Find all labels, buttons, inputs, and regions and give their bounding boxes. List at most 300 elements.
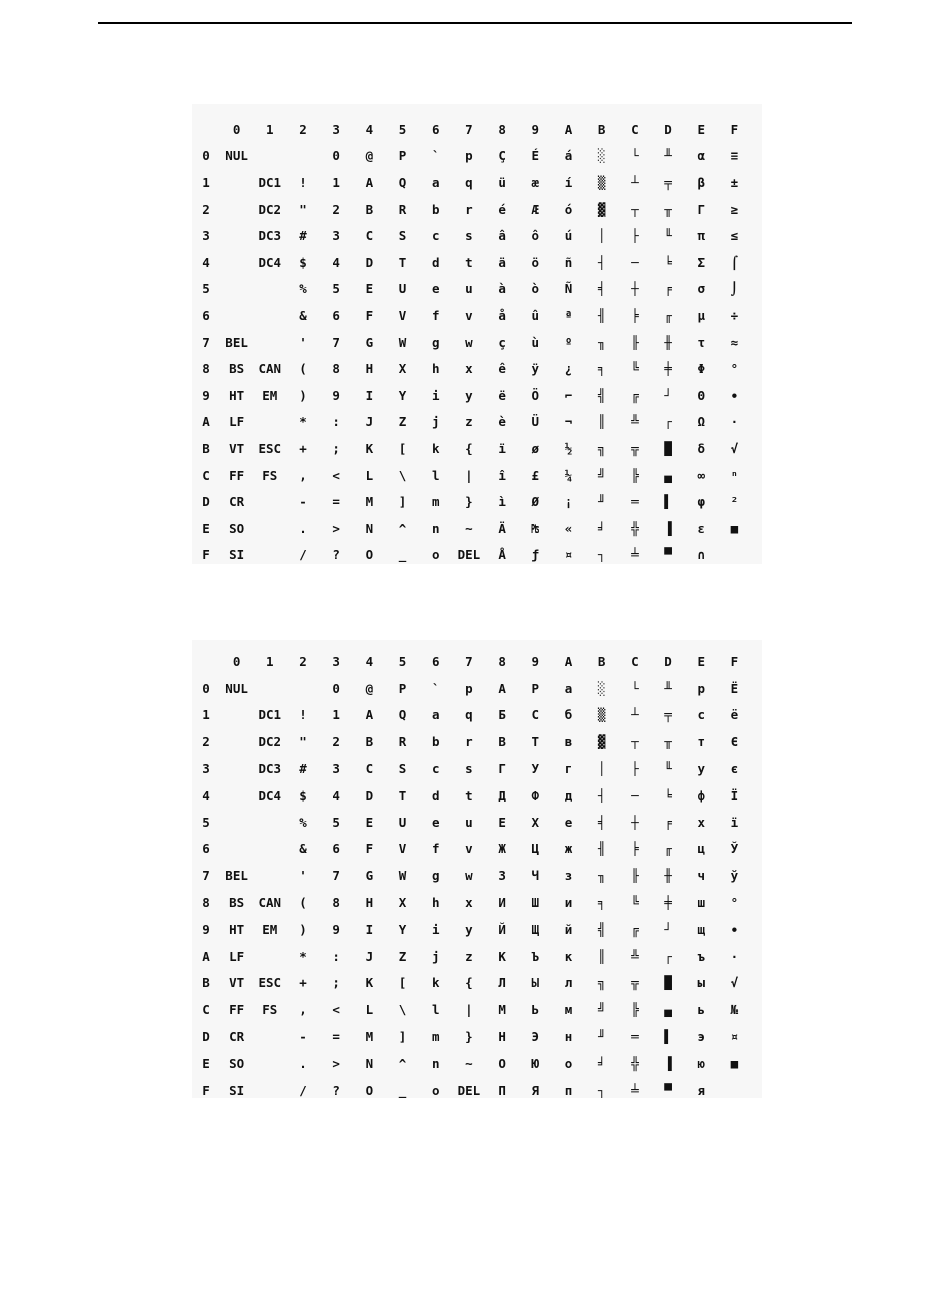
char-cell: ╠ bbox=[631, 1002, 639, 1018]
char-cell: x bbox=[465, 895, 473, 911]
column-header: 6 bbox=[431, 121, 440, 137]
char-cell: V bbox=[398, 307, 407, 323]
char-cell: L bbox=[365, 1002, 374, 1018]
char-cell: ╛ bbox=[597, 520, 606, 536]
char-cell: δ bbox=[697, 440, 705, 456]
char-cell: / bbox=[299, 547, 307, 563]
char-cell: d bbox=[431, 787, 440, 803]
char-cell: r bbox=[465, 201, 473, 217]
char-cell: 2 bbox=[332, 201, 340, 217]
char-cell: ╚ bbox=[631, 361, 639, 377]
table-row bbox=[192, 782, 751, 809]
row-header: D bbox=[202, 1029, 210, 1045]
char-cell: ╟ bbox=[631, 868, 639, 884]
table-row bbox=[192, 409, 751, 436]
column-header: 9 bbox=[531, 653, 540, 669]
row-header: 6 bbox=[202, 841, 210, 857]
char-cell: " bbox=[299, 734, 307, 750]
char-cell: ў bbox=[730, 868, 739, 884]
char-cell: DEL bbox=[457, 1082, 481, 1098]
table-row bbox=[192, 916, 751, 943]
char-cell: NUL bbox=[225, 680, 248, 696]
char-cell: л bbox=[564, 975, 573, 991]
char-cell: ° bbox=[730, 895, 739, 911]
column-header: B bbox=[597, 653, 606, 669]
column-header: F bbox=[730, 653, 739, 669]
column-header: E bbox=[697, 653, 705, 669]
char-cell bbox=[253, 276, 286, 303]
char-cell: + bbox=[299, 440, 307, 456]
char-cell: п bbox=[564, 1082, 573, 1098]
char-cell: l bbox=[431, 467, 440, 483]
char-cell: > bbox=[332, 520, 340, 536]
char-cell: к bbox=[564, 948, 573, 964]
table-row bbox=[192, 542, 751, 569]
char-cell: г bbox=[564, 761, 573, 777]
char-cell: £ bbox=[531, 467, 540, 483]
row-header: A bbox=[202, 414, 210, 430]
char-cell: ╦ bbox=[631, 440, 639, 456]
char-cell: è bbox=[498, 414, 506, 430]
column-header: 1 bbox=[266, 121, 274, 137]
char-cell: G bbox=[365, 334, 374, 350]
table-row bbox=[192, 249, 751, 276]
char-cell: ф bbox=[697, 787, 705, 803]
char-cell: DC1 bbox=[258, 707, 282, 723]
char-cell: 1 bbox=[332, 707, 340, 723]
char-cell: М bbox=[498, 1002, 506, 1018]
char-cell: м bbox=[564, 1002, 573, 1018]
row-header: B bbox=[202, 440, 210, 456]
char-cell: b bbox=[431, 201, 440, 217]
char-cell: Q bbox=[398, 707, 407, 723]
char-cell: ) bbox=[299, 387, 307, 403]
char-cell: Γ bbox=[697, 201, 705, 217]
char-cell: Х bbox=[531, 814, 540, 830]
column-header: 3 bbox=[332, 121, 340, 137]
char-cell: í bbox=[564, 174, 573, 190]
char-cell: ^ bbox=[398, 520, 407, 536]
char-cell: ▌ bbox=[664, 494, 672, 510]
table-row bbox=[192, 196, 751, 223]
char-cell: a bbox=[431, 707, 440, 723]
char-cell: Ω bbox=[697, 414, 705, 430]
row-header: 2 bbox=[202, 201, 210, 217]
char-cell: Y bbox=[398, 387, 407, 403]
char-cell: ç bbox=[498, 334, 506, 350]
char-cell: τ bbox=[697, 334, 705, 350]
char-cell: є bbox=[730, 761, 739, 777]
table-row bbox=[192, 675, 751, 702]
char-cell: ε bbox=[697, 520, 705, 536]
char-cell: D bbox=[365, 787, 374, 803]
char-cell: n bbox=[431, 520, 440, 536]
char-cell: " bbox=[299, 201, 307, 217]
table-row bbox=[192, 1050, 751, 1077]
table-row bbox=[192, 222, 751, 249]
char-cell: Є bbox=[730, 734, 739, 750]
char-cell: ∞ bbox=[697, 467, 705, 483]
char-cell: В bbox=[498, 734, 506, 750]
char-cell: æ bbox=[531, 174, 540, 190]
char-cell bbox=[220, 196, 253, 223]
char-cell bbox=[253, 675, 286, 702]
char-cell: Ñ bbox=[564, 281, 573, 297]
char-cell: ~ bbox=[465, 1055, 473, 1071]
column-header: 8 bbox=[498, 121, 506, 137]
char-cell: 5 bbox=[332, 281, 340, 297]
char-cell bbox=[253, 302, 286, 329]
char-cell: 7 bbox=[332, 868, 340, 884]
char-cell: { bbox=[465, 975, 473, 991]
char-cell: ю bbox=[697, 1055, 705, 1071]
column-header: 6 bbox=[431, 653, 440, 669]
char-cell: ▒ bbox=[597, 707, 606, 723]
char-cell bbox=[253, 809, 286, 836]
char-cell: 3 bbox=[332, 761, 340, 777]
char-cell: U bbox=[398, 814, 407, 830]
char-cell: É bbox=[531, 148, 540, 164]
char-cell: $ bbox=[299, 787, 307, 803]
char-cell: █ bbox=[664, 440, 672, 456]
char-cell: ╜ bbox=[597, 494, 606, 510]
char-cell: c bbox=[431, 228, 440, 244]
char-cell: ╪ bbox=[664, 361, 672, 377]
char-cell: A bbox=[365, 707, 374, 723]
char-cell: ÷ bbox=[730, 307, 739, 323]
char-cell bbox=[220, 249, 253, 276]
table-row bbox=[192, 1023, 751, 1050]
char-cell: O bbox=[365, 547, 374, 563]
char-cell: * bbox=[299, 948, 307, 964]
char-cell: 4 bbox=[332, 787, 340, 803]
char-cell: ╜ bbox=[597, 1029, 606, 1045]
char-cell: u bbox=[465, 814, 473, 830]
char-cell: K bbox=[365, 975, 374, 991]
char-cell: ├ bbox=[631, 228, 639, 244]
char-cell: ╩ bbox=[631, 414, 639, 430]
char-cell: VT bbox=[229, 440, 245, 456]
char-cell: П bbox=[498, 1082, 506, 1098]
corner-cell bbox=[192, 116, 220, 143]
char-cell: 0 bbox=[332, 148, 340, 164]
char-cell: DEL bbox=[457, 547, 481, 563]
char-cell: ┐ bbox=[597, 1082, 606, 1098]
char-cell: Н bbox=[498, 1029, 506, 1045]
char-cell: ╥ bbox=[664, 201, 672, 217]
column-header: 4 bbox=[365, 653, 374, 669]
char-cell: Щ bbox=[531, 921, 540, 937]
char-cell bbox=[286, 143, 319, 170]
char-cell: π bbox=[697, 228, 705, 244]
char-cell: W bbox=[398, 334, 407, 350]
char-cell: ` bbox=[431, 148, 440, 164]
char-cell bbox=[253, 515, 286, 542]
char-cell: DC4 bbox=[258, 254, 282, 270]
char-cell: ╩ bbox=[631, 948, 639, 964]
table-row bbox=[192, 862, 751, 889]
row-header: 8 bbox=[202, 895, 210, 911]
char-cell: { bbox=[465, 440, 473, 456]
char-cell: q bbox=[465, 174, 473, 190]
char-cell: - bbox=[299, 494, 307, 510]
char-cell: B bbox=[365, 201, 374, 217]
char-cell: F bbox=[365, 841, 374, 857]
column-header: 3 bbox=[332, 653, 340, 669]
char-cell: ! bbox=[299, 707, 307, 723]
char-cell: o bbox=[431, 547, 440, 563]
char-cell: h bbox=[431, 361, 440, 377]
char-cell: CAN bbox=[258, 895, 282, 911]
char-cell: я bbox=[697, 1082, 705, 1098]
char-cell: Ä bbox=[498, 520, 506, 536]
char-cell: â bbox=[498, 228, 506, 244]
column-header: 0 bbox=[232, 121, 241, 137]
char-cell: ? bbox=[332, 1082, 340, 1098]
char-cell: ╗ bbox=[597, 440, 606, 456]
table-row bbox=[192, 809, 751, 836]
char-cell: Э bbox=[531, 1029, 540, 1045]
char-cell: ╟ bbox=[631, 334, 639, 350]
char-cell: VT bbox=[229, 975, 245, 991]
char-cell: ] bbox=[398, 494, 407, 510]
char-cell: . bbox=[299, 1055, 307, 1071]
char-cell: φ bbox=[697, 494, 705, 510]
char-cell: BEL bbox=[225, 334, 248, 350]
char-cell: µ bbox=[697, 307, 705, 323]
char-cell: $ bbox=[299, 254, 307, 270]
char-cell: у bbox=[697, 761, 705, 777]
char-cell: Ø bbox=[531, 494, 540, 510]
char-cell: ц bbox=[697, 841, 705, 857]
char-cell: │ bbox=[597, 228, 606, 244]
char-cell: f bbox=[431, 307, 440, 323]
char-cell: 9 bbox=[332, 921, 340, 937]
char-cell: : bbox=[332, 948, 340, 964]
char-cell: ─ bbox=[631, 787, 639, 803]
char-cell: DC3 bbox=[258, 228, 282, 244]
char-cell: ╓ bbox=[664, 307, 672, 323]
row-header: 4 bbox=[202, 254, 210, 270]
char-cell: ┤ bbox=[597, 787, 606, 803]
row-header: 7 bbox=[202, 334, 210, 350]
char-cell: á bbox=[564, 148, 573, 164]
char-cell: Z bbox=[398, 414, 407, 430]
char-cell: v bbox=[465, 307, 473, 323]
char-cell: EM bbox=[262, 387, 278, 403]
char-cell: ú bbox=[564, 228, 573, 244]
char-cell: ò bbox=[531, 281, 540, 297]
char-cell: [ bbox=[398, 440, 407, 456]
char-cell: X bbox=[398, 361, 407, 377]
char-cell: ╘ bbox=[664, 254, 672, 270]
char-cell: } bbox=[465, 1029, 473, 1045]
char-cell bbox=[253, 1023, 286, 1050]
char-cell: s bbox=[465, 228, 473, 244]
char-cell: CAN bbox=[258, 361, 282, 377]
table-row bbox=[192, 970, 751, 997]
char-cell: ═ bbox=[631, 494, 639, 510]
table-row bbox=[192, 329, 751, 356]
table-row bbox=[192, 728, 751, 755]
char-cell: x bbox=[465, 361, 473, 377]
char-cell: э bbox=[697, 1029, 705, 1045]
char-cell: v bbox=[465, 841, 473, 857]
table-row bbox=[192, 943, 751, 970]
char-cell: ï bbox=[498, 440, 506, 456]
char-cell: Σ bbox=[697, 254, 705, 270]
char-cell: LF bbox=[229, 948, 245, 964]
char-cell: ┴ bbox=[631, 707, 639, 723]
char-cell: ▀ bbox=[664, 547, 672, 563]
char-cell: ╣ bbox=[597, 387, 606, 403]
char-cell: ╧ bbox=[631, 547, 639, 563]
char-cell: \ bbox=[398, 467, 407, 483]
corner-cell bbox=[192, 648, 220, 675]
char-cell: ¤ bbox=[564, 547, 573, 563]
char-cell: F bbox=[365, 307, 374, 323]
char-cell: ▄ bbox=[664, 467, 672, 483]
column-header: 9 bbox=[531, 121, 540, 137]
char-cell: ESC bbox=[258, 975, 282, 991]
char-cell: O bbox=[365, 1082, 374, 1098]
char-cell: < bbox=[332, 467, 340, 483]
char-cell: Б bbox=[498, 707, 506, 723]
char-cell: é bbox=[498, 201, 506, 217]
column-header: 0 bbox=[232, 653, 241, 669]
char-cell: Ы bbox=[531, 975, 540, 991]
char-cell bbox=[253, 409, 286, 436]
char-cell bbox=[253, 1077, 286, 1104]
char-cell: ∙ bbox=[730, 387, 739, 403]
column-header: 4 bbox=[365, 121, 374, 137]
char-cell: ╘ bbox=[664, 787, 672, 803]
char-cell: ~ bbox=[465, 520, 473, 536]
char-cell: ± bbox=[730, 174, 739, 190]
char-cell: % bbox=[299, 814, 307, 830]
column-header: 5 bbox=[398, 653, 407, 669]
char-cell: & bbox=[299, 307, 307, 323]
row-header: 9 bbox=[202, 921, 210, 937]
char-cell: # bbox=[299, 761, 307, 777]
char-cell: I bbox=[365, 921, 374, 937]
char-cell: DC1 bbox=[258, 174, 282, 190]
char-cell: └ bbox=[631, 680, 639, 696]
char-cell: б bbox=[564, 707, 573, 723]
char-cell: σ bbox=[697, 281, 705, 297]
char-cell: N bbox=[365, 1055, 374, 1071]
char-cell bbox=[220, 222, 253, 249]
column-header: 7 bbox=[465, 121, 473, 137]
char-cell: ' bbox=[299, 334, 307, 350]
column-header: 1 bbox=[266, 653, 274, 669]
char-cell: * bbox=[299, 414, 307, 430]
row-header: 3 bbox=[202, 228, 210, 244]
char-cell: ì bbox=[498, 494, 506, 510]
table-row bbox=[192, 276, 751, 303]
char-cell: ╤ bbox=[664, 707, 672, 723]
column-header: B bbox=[597, 121, 606, 137]
char-cell: · bbox=[730, 414, 739, 430]
char-cell: NUL bbox=[225, 148, 248, 164]
char-cell: Г bbox=[498, 761, 506, 777]
char-cell: з bbox=[564, 868, 573, 884]
char-cell: ╔ bbox=[631, 387, 639, 403]
row-header: 3 bbox=[202, 761, 210, 777]
char-cell: ▌ bbox=[664, 1029, 672, 1045]
char-cell: ÿ bbox=[531, 361, 540, 377]
char-cell: i bbox=[431, 387, 440, 403]
char-cell: ª bbox=[564, 307, 573, 323]
char-cell: q bbox=[465, 707, 473, 723]
char-cell: Ч bbox=[531, 868, 540, 884]
char-cell: ╞ bbox=[631, 307, 639, 323]
column-header: F bbox=[730, 121, 739, 137]
char-cell: ! bbox=[299, 174, 307, 190]
char-cell: p bbox=[465, 680, 473, 696]
charmap-grid-1 bbox=[192, 116, 751, 568]
char-cell: ╣ bbox=[597, 921, 606, 937]
char-cell: ╒ bbox=[664, 281, 672, 297]
char-cell: щ bbox=[697, 921, 705, 937]
char-cell: ƒ bbox=[531, 547, 540, 563]
column-header: 7 bbox=[465, 653, 473, 669]
char-cell: ≡ bbox=[730, 148, 739, 164]
row-header: 1 bbox=[202, 174, 210, 190]
char-cell: и bbox=[564, 895, 573, 911]
char-cell: ╕ bbox=[597, 895, 606, 911]
char-cell: ¼ bbox=[564, 467, 573, 483]
char-cell: Ц bbox=[531, 841, 540, 857]
char-cell: ┐ bbox=[597, 547, 606, 563]
char-cell: | bbox=[465, 467, 473, 483]
char-cell: ▓ bbox=[597, 734, 606, 750]
char-cell: ╛ bbox=[597, 1055, 606, 1071]
char-cell: Е bbox=[498, 814, 506, 830]
char-cell: ╙ bbox=[664, 228, 672, 244]
table-row bbox=[192, 355, 751, 382]
table-row bbox=[192, 515, 751, 542]
char-cell: ü bbox=[498, 174, 506, 190]
char-cell: FS bbox=[262, 1002, 278, 1018]
char-cell: ½ bbox=[564, 440, 573, 456]
char-cell: / bbox=[299, 1082, 307, 1098]
char-cell: Ж bbox=[498, 841, 506, 857]
char-cell: Y bbox=[398, 921, 407, 937]
char-cell: │ bbox=[597, 761, 606, 777]
char-cell bbox=[253, 542, 286, 569]
char-cell: ╖ bbox=[597, 868, 606, 884]
table-row bbox=[192, 462, 751, 489]
table-row bbox=[192, 435, 751, 462]
char-cell: R bbox=[398, 734, 407, 750]
char-cell: î bbox=[498, 467, 506, 483]
char-cell: H bbox=[365, 361, 374, 377]
char-cell: ╨ bbox=[664, 148, 672, 164]
char-cell: m bbox=[431, 1029, 440, 1045]
column-header: E bbox=[697, 121, 705, 137]
char-cell: ESC bbox=[258, 440, 282, 456]
char-cell: ■ bbox=[730, 1055, 739, 1071]
table-row bbox=[192, 889, 751, 916]
char-cell: } bbox=[465, 494, 473, 510]
char-cell: ╒ bbox=[664, 814, 672, 830]
char-cell: ö bbox=[531, 254, 540, 270]
char-cell: ▓ bbox=[597, 201, 606, 217]
char-cell: ъ bbox=[697, 948, 705, 964]
char-cell: U bbox=[398, 281, 407, 297]
char-cell: m bbox=[431, 494, 440, 510]
